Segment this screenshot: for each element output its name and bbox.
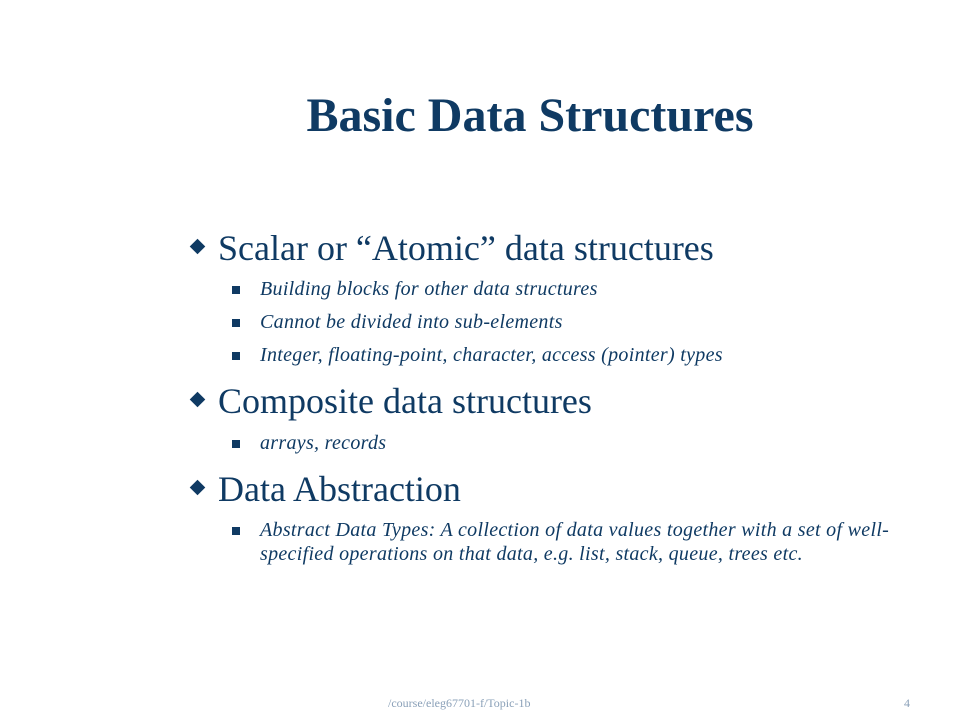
bullet-text: Scalar or “Atomic” data structures: [218, 228, 714, 268]
square-bullet-icon: [232, 319, 240, 327]
square-bullet-icon: [232, 440, 240, 448]
square-bullet-icon: [232, 286, 240, 294]
square-bullet-icon: [232, 527, 240, 535]
sub-bullet-item: [190, 277, 890, 301]
sub-bullet-text: Abstract Data Types: A collection of data values together with a set of well-specified operations on that data, e.g. list, stack, queue, trees etc.: [260, 519, 890, 566]
diamond-bullet-icon: [190, 239, 206, 255]
sub-bullet-text: Integer, floating-point, character, access (pointer) types: [260, 344, 723, 367]
bullet-text: Data Abstraction: [218, 468, 461, 509]
sub-bullet-item: [190, 310, 890, 334]
bullet-list: [190, 228, 890, 580]
sub-bullet-item: [190, 518, 890, 566]
sub-bullet-list: [190, 518, 890, 566]
sub-bullet-text: Building blocks for other data structures: [260, 278, 598, 301]
sub-bullet-list: [190, 277, 890, 367]
bullet-item: [190, 381, 890, 422]
sub-bullet-text: arrays, records: [260, 431, 387, 454]
bullet-item: [190, 228, 890, 269]
sub-bullet-item: [190, 431, 890, 455]
diamond-bullet-icon: [190, 392, 206, 408]
sub-bullet-text: Cannot be divided into sub-elements: [260, 311, 563, 334]
square-bullet-icon: [232, 352, 240, 360]
bullet-item: [190, 469, 890, 510]
diamond-bullet-icon: [190, 480, 206, 496]
page-number: 4: [904, 696, 910, 710]
sub-bullet-item: [190, 343, 890, 367]
bullet-text: Composite data structures: [218, 381, 592, 422]
footer-path: /course/eleg67701-f/Topic-1b: [388, 696, 531, 710]
sub-bullet-list: [190, 431, 890, 455]
slide-title: Basic Data Structures: [306, 89, 754, 142]
